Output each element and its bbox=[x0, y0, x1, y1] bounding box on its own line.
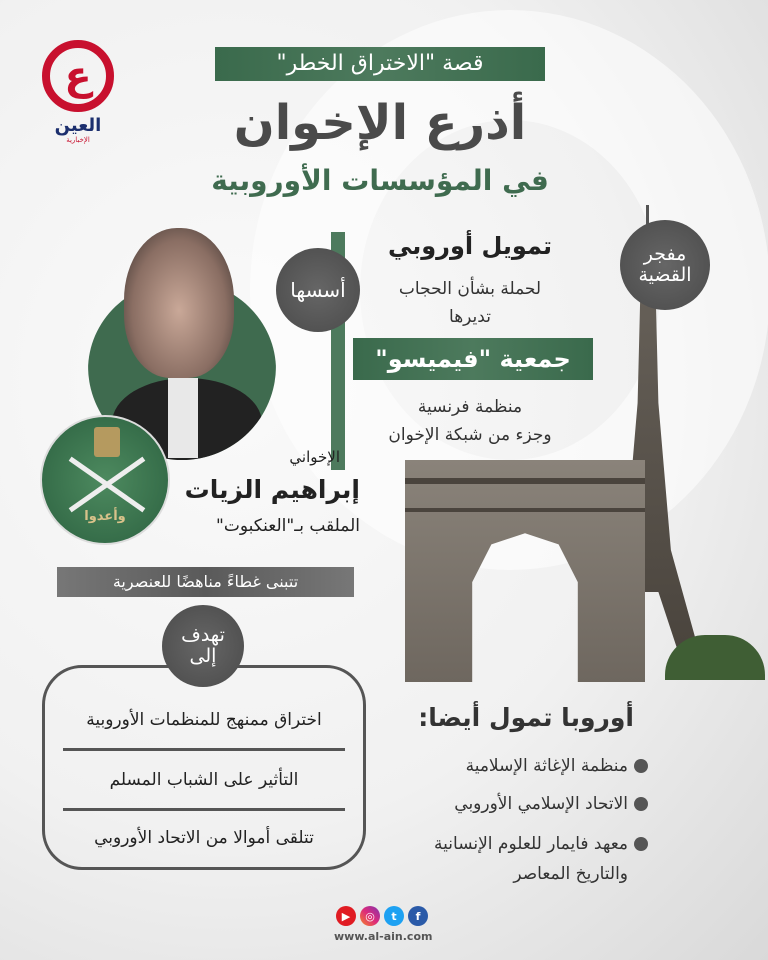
logo-mark: ع bbox=[42, 40, 114, 112]
page-subtitle: في المؤسسات الأوروبية bbox=[211, 164, 549, 197]
bullet-icon bbox=[634, 797, 648, 811]
arc-de-triomphe-image bbox=[405, 460, 645, 682]
also-item bbox=[434, 832, 648, 856]
twitter-icon[interactable]: t bbox=[384, 906, 404, 926]
founded-badge bbox=[276, 248, 360, 332]
aims-badge bbox=[162, 605, 244, 687]
youtube-icon[interactable]: ▶ bbox=[336, 906, 356, 926]
funding-line-1: لحملة بشأن الحجاب bbox=[398, 279, 542, 299]
aims-box bbox=[42, 665, 366, 870]
aim-item: تتلقى أموالا من الاتحاد الأوروبي bbox=[94, 828, 314, 848]
aims-label: تهدف إلى bbox=[181, 624, 225, 667]
facebook-icon[interactable]: f bbox=[408, 906, 428, 926]
also-item bbox=[466, 754, 648, 778]
logo-name: العين bbox=[54, 115, 102, 136]
instagram-icon[interactable]: ◎ bbox=[360, 906, 380, 926]
funding-line-2: تديرها bbox=[449, 307, 491, 327]
org-line-2: وجزء من شبكة الإخوان bbox=[388, 425, 552, 445]
also-item-text: والتاريخ المعاصر bbox=[513, 864, 628, 884]
aim-item: التأثير على الشباب المسلم bbox=[109, 770, 299, 790]
org-banner: جمعية "فيميسو" bbox=[353, 338, 593, 380]
kicker-banner: قصة "الاختراق الخطر" bbox=[215, 47, 545, 81]
page-title: أذرع الإخوان bbox=[233, 95, 527, 151]
logo bbox=[40, 40, 116, 144]
funding-title: تمويل أوروبي bbox=[387, 232, 553, 260]
org-line-1: منظمة فرنسية bbox=[417, 397, 523, 417]
origin-label: مفجر القضية bbox=[638, 243, 692, 286]
bullet-icon bbox=[634, 759, 648, 773]
also-item-cont bbox=[513, 862, 628, 886]
divider bbox=[63, 808, 345, 811]
logo-sub: الإخبارية bbox=[66, 136, 90, 144]
divider bbox=[63, 748, 345, 751]
cover-banner: تتبنى غطاءً مناهضًا للعنصرية bbox=[57, 567, 354, 597]
emblem-text: وأعدوا bbox=[84, 509, 126, 524]
aim-item: اختراق ممنهج للمنظمات الأوروبية bbox=[86, 710, 322, 730]
also-item-text: الاتحاد الإسلامي الأوروبي bbox=[454, 794, 628, 814]
bullet-icon bbox=[634, 837, 648, 851]
also-item-text: منظمة الإغاثة الإسلامية bbox=[465, 756, 628, 776]
person-nickname: الملقب بـ"العنكبوت" bbox=[216, 516, 360, 536]
person-prefix: الإخواني bbox=[289, 448, 340, 466]
social-icons bbox=[336, 906, 428, 926]
founded-label: أسسها bbox=[290, 278, 346, 302]
also-item-text: معهد فايمار للعلوم الإنسانية bbox=[434, 834, 628, 854]
also-item bbox=[454, 792, 648, 816]
person-name: إبراهيم الزيات bbox=[184, 475, 360, 504]
website-link[interactable]: www.al-ain.com bbox=[334, 930, 433, 943]
also-title: أوروبا تمول أيضا: bbox=[418, 703, 634, 732]
origin-badge bbox=[620, 220, 710, 310]
